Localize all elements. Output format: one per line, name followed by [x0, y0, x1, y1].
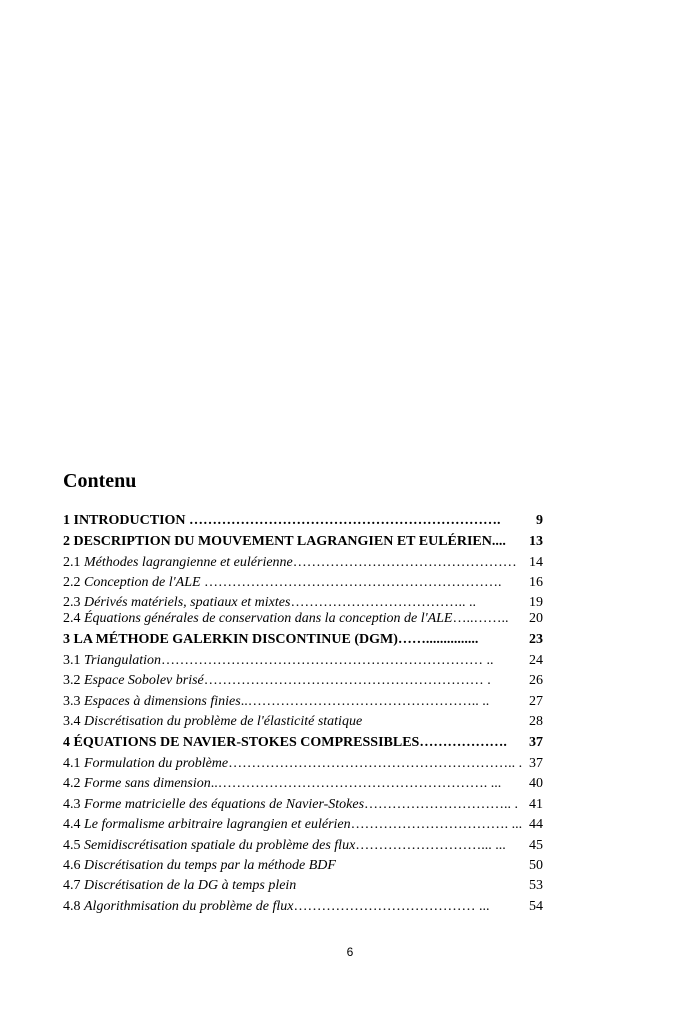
toc-leader-dots: ……………………………….. .. [290, 595, 476, 610]
toc-entry-title: LA MÉTHODE GALERKIN DISCONTINUE (DGM) [73, 632, 398, 647]
toc-entry-page: 16 [529, 575, 543, 590]
toc-entry-text [63, 554, 517, 572]
toc-entry-number: 4.4 [63, 817, 84, 832]
toc-section-row [63, 877, 543, 895]
toc-leader-dots: …………………………………………………………… .. [161, 653, 494, 668]
toc-leader-dots: ……………………………. ... [350, 817, 523, 832]
toc-entry-number: 2.2 [63, 575, 84, 590]
toc-entry-text [63, 796, 518, 814]
toc-section-row [63, 554, 543, 572]
toc-chapter-row [63, 512, 543, 530]
toc-section-row [63, 610, 543, 628]
toc-entry-text [63, 755, 522, 773]
toc-chapter-row [63, 533, 543, 551]
toc-entry-number: 3.3 [63, 694, 84, 709]
toc-entry-title: Discrétisation du temps par la méthode BDF [84, 858, 336, 873]
toc-entry-number: 4 [63, 735, 74, 750]
toc-entry-page: 24 [529, 653, 543, 668]
toc-leader-dots: ………………………………… ... [293, 899, 490, 914]
toc-leader-dots: …………………………………………………… . [203, 673, 491, 688]
toc-entry-text [63, 574, 502, 592]
toc-chapter-row [63, 734, 543, 752]
toc-entry-title: Le formalisme arbitraire lagrangien et eulérien [84, 817, 351, 832]
toc-entry-text [63, 533, 506, 551]
toc-entry-page: 14 [529, 555, 543, 570]
toc-entry-text [63, 816, 522, 834]
toc-entry-title: Méthodes lagrangienne et eulérienne [84, 555, 293, 570]
page-number: 6 [346, 945, 354, 959]
toc-entry-number: 4.8 [63, 899, 84, 914]
toc-entry-number: 3.1 [63, 653, 84, 668]
toc-entry-page: 19 [529, 595, 543, 610]
toc-entry-page: 53 [529, 878, 543, 893]
toc-leader-dots: …..…….. [452, 611, 509, 626]
toc-leader-dots: ………………………….. . [364, 797, 519, 812]
toc-entry-text [63, 631, 478, 649]
toc-entry-number: 3 [63, 632, 74, 647]
toc-entry-text [63, 857, 336, 875]
toc-section-row [63, 672, 543, 690]
toc-section-row [63, 775, 543, 793]
toc-entry-number: 2.3 [63, 595, 84, 610]
toc-leader-dots: …………………………………………………….. . [228, 756, 523, 771]
toc-entry-text [63, 837, 506, 855]
toc-section-row [63, 837, 543, 855]
toc-entry-title: ÉQUATIONS DE NAVIER-STOKES COMPRESSIBLES [73, 735, 420, 750]
toc-entry-text [63, 877, 296, 895]
toc-entry-page: 37 [529, 735, 543, 750]
toc-entry-page: 41 [529, 797, 543, 812]
toc-section-row [63, 816, 543, 834]
toc-section-row [63, 652, 543, 670]
toc-section-row [63, 796, 543, 814]
toc-entry-number: 4.3 [63, 797, 84, 812]
toc-leader-dots: .... [491, 534, 506, 549]
toc-entry-text [63, 610, 508, 628]
toc-entry-page: 26 [529, 673, 543, 688]
toc-entry-page: 20 [529, 611, 543, 626]
toc-entry-title: Forme sans dimension [84, 776, 211, 791]
toc-section-row [63, 693, 543, 711]
toc-leader-dots: ………………………………………… [292, 555, 517, 570]
toc-entry-title: Conception de l'ALE [84, 575, 201, 590]
toc-entry-text [63, 713, 362, 731]
toc-entry-title: DESCRIPTION DU MOUVEMENT LAGRANGIEN ET EULÉRIEN [73, 534, 492, 549]
toc-entry-page: 54 [529, 899, 543, 914]
toc-leader-dots: …………………………………………………………. [185, 513, 501, 528]
toc-entry-text [63, 672, 491, 690]
toc-entry-text [63, 898, 489, 916]
toc-entry-page: 27 [529, 694, 543, 709]
toc-entry-text [63, 652, 494, 670]
toc-entry-page: 50 [529, 858, 543, 873]
toc-leader-dots: ..………………………………………….. .. [240, 694, 490, 709]
toc-entry-number: 4.7 [63, 878, 84, 893]
toc-entry-title: Algorithmisation du problème de flux [84, 899, 294, 914]
toc-leader-dots: ………………. [419, 735, 507, 750]
toc-entry-text [63, 512, 501, 530]
toc-section-row [63, 713, 543, 731]
toc-entry-title: Forme matricielle des équations de Navier-Stokes [84, 797, 365, 812]
toc-entry-number: 4.1 [63, 756, 84, 771]
toc-entry-text [63, 693, 489, 711]
toc-section-row [63, 755, 543, 773]
toc-entry-title: Dérivés matériels, spatiaux et mixtes [84, 595, 291, 610]
toc-entry-page: 37 [529, 756, 543, 771]
page-title: Contenu [63, 470, 137, 492]
toc-entry-number: 2 [63, 534, 74, 549]
toc-entry-page: 44 [529, 817, 543, 832]
toc-entry-page: 9 [536, 513, 543, 528]
toc-entry-title: Équations générales de conservation dans la conception de l'ALE [84, 611, 453, 626]
toc-section-row [63, 898, 543, 916]
toc-entry-title: Discrétisation du problème de l'élasticité statique [84, 714, 363, 729]
toc-chapter-row [63, 631, 543, 649]
toc-entry-title: INTRODUCTION [73, 513, 186, 528]
toc-entry-title: Triangulation [84, 653, 162, 668]
toc-entry-page: 23 [529, 632, 543, 647]
toc-entry-number: 2.1 [63, 555, 84, 570]
toc-entry-text [63, 734, 507, 752]
toc-entry-page: 45 [529, 838, 543, 853]
toc-section-row [63, 857, 543, 875]
toc-entry-page: 13 [529, 534, 543, 549]
toc-leader-dots: ………………………... ... [355, 838, 506, 853]
toc-entry-number: 4.2 [63, 776, 84, 791]
toc-entry-number: 4.5 [63, 838, 84, 853]
toc-entry-title: Formulation du problème [84, 756, 229, 771]
toc-entry-number: 3.4 [63, 714, 84, 729]
toc-entry-title: Semidiscrétisation spatiale du problème des flux [84, 838, 356, 853]
toc-entry-number: 3.2 [63, 673, 84, 688]
toc-entry-page: 28 [529, 714, 543, 729]
toc-section-row [63, 574, 543, 592]
toc-entry-title: Discrétisation de la DG à temps plein [84, 878, 297, 893]
toc-entry-number: 1 [63, 513, 74, 528]
toc-entry-title: Espace Sobolev brisé [84, 673, 204, 688]
toc-leader-dots: ………………………………………………………. [200, 575, 502, 590]
toc-entry-number: 4.6 [63, 858, 84, 873]
toc-entry-page: 40 [529, 776, 543, 791]
toc-entry-text [63, 775, 501, 793]
toc-entry-number: 2.4 [63, 611, 84, 626]
toc-leader-dots: ..…………………………………………………. ... [210, 776, 502, 791]
toc-leader-dots: ……............... [397, 632, 479, 647]
toc-entry-title: Espaces à dimensions finies [84, 694, 241, 709]
